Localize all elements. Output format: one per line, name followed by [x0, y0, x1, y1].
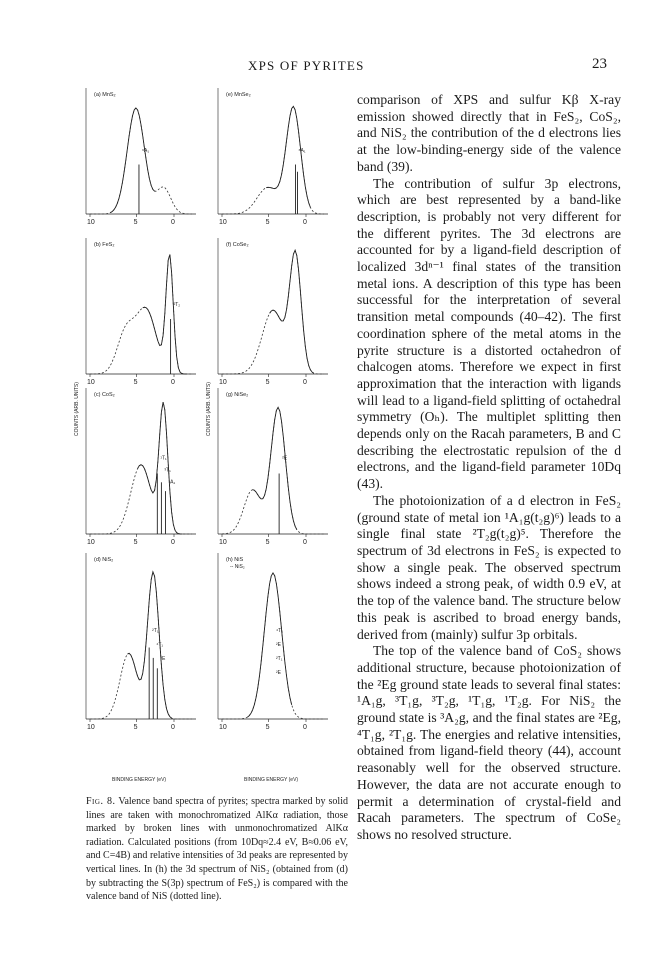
tick-label: 0 [303, 724, 307, 731]
tick-label: 5 [133, 379, 138, 386]
tick-label: 10 [219, 539, 227, 546]
tick-label: 10 [219, 219, 227, 226]
spectrum-panel-6 [218, 388, 328, 546]
figure-8-plots [72, 86, 342, 786]
panel-sublabel: -- NiS₂ [230, 564, 245, 570]
spectrum-curve [222, 250, 324, 374]
spectrum-curve-solid [270, 250, 314, 373]
spectrum-curve [222, 106, 324, 214]
tick-label: 5 [265, 724, 270, 731]
tick-label: 0 [171, 724, 175, 731]
panel-label: (d) NiS₂ [94, 557, 114, 563]
peak-label: ⁴T₁ [156, 642, 164, 649]
spectrum-curve-solid [248, 573, 292, 717]
spectrum-panel-4 [218, 238, 328, 386]
spectrum-curve-solid [138, 402, 182, 534]
peak-label: ³T₁ [164, 467, 171, 474]
spectrum-curve [90, 402, 192, 534]
y-axis-label: COUNTS (ARB. UNITS) [74, 382, 80, 436]
peak-label: ²T₂ [173, 301, 181, 308]
panel-label: (e) MnSe₂ [226, 92, 251, 98]
peak-label: ⁶A₁ [298, 148, 306, 154]
peak-label: ²E [160, 656, 166, 663]
peak-label: ¹A₁ [168, 479, 176, 486]
tick-label: 10 [87, 219, 95, 226]
spectrum-panel-1 [86, 88, 196, 226]
peak-label: ²E [282, 455, 288, 462]
tick-label: 0 [303, 539, 307, 546]
spectrum-curve [222, 573, 324, 719]
tick-label: 5 [133, 539, 138, 546]
figure-caption-label: Fig. 8. [86, 796, 116, 807]
tick-label: 5 [265, 219, 270, 226]
paragraph-3: The photoionization of a d electron in FeS₂ (ground state of metal ion ¹A₁g(t₂g)⁶) leads to a single final state ²T₂g(t₂g)⁵. Therefore the spectrum of 3d electrons in FeS₂ is expected to show a single peak. The observed spectrum shows indeed a strong peak, of width 0.9 eV, at the top of the valence band. The structure below this peak is ascribed to broad energy bands, derived from (mainly) sulfur 3p orbitals. [357, 492, 621, 642]
spectrum-panel-7 [86, 553, 196, 731]
panel-label: (g) NiSe₂ [226, 392, 249, 398]
panel-label: (c) CoS₂ [94, 392, 115, 398]
tick-label: 5 [133, 219, 138, 226]
tick-label: 5 [265, 539, 270, 546]
spectrum-curve [222, 407, 324, 534]
y-axis-label: COUNTS (ARB. UNITS) [206, 382, 212, 436]
tick-label: 0 [303, 379, 307, 386]
spectrum-curve-solid [266, 106, 310, 207]
page-number: 23 [592, 56, 607, 72]
tick-label: 10 [219, 724, 227, 731]
figure-8 [72, 86, 342, 786]
tick-label: 0 [171, 219, 175, 226]
panel-label: (b) FeS₂ [94, 242, 115, 248]
page-header [0, 58, 672, 78]
tick-label: 0 [303, 219, 307, 226]
tick-label: 10 [219, 379, 227, 386]
paragraph-2: The contribution of sulfur 3p electrons, which are best represented by a band-like description, is probably not very different for the different pyrites. The 3d electrons are accounted for by a ligand-field description of localized 3dⁿ⁻¹ final states of the transition metal ions. A description of this type has been successful for the interpretation of several transition metal compounds (40–42). The first coordination sphere of the metal atoms in the pyrite structure is a distorted octahedron of chalcogen atoms. Therefore we expect in first approximation that the interaction with ligands will lead to a ligand-field splitting of octahedral symmetry (Oₕ). The multiplet splitting then depends only on the Racah parameters, B and C describing the electrostatic repulsion of the d electrons, and the ligand-field parameter 10Dq (43). [357, 175, 621, 492]
tick-label: 10 [87, 539, 95, 546]
peak-label: ²E [276, 670, 281, 677]
peak-label: ⁴T₁ [276, 628, 283, 635]
peak-label: ²E [276, 642, 281, 649]
peak-label: ⁶A₁ [141, 148, 150, 154]
tick-label: 0 [171, 379, 175, 386]
running-title: XPS OF PYRITES [248, 58, 365, 73]
spectrum-curve-solid [143, 255, 187, 375]
panel-label: (f) CoSe₂ [226, 242, 249, 248]
spectrum-curve-solid [253, 407, 297, 529]
figure-caption-text: Valence band spectra of pyrites; spectra marked by solid lines are taken with monochromatized AlKα radiation, those marked by broken lines with unmonochromatized AlKα radiation. Calculated positions (from 10Dq≈2.4 eV, B≈0.06 eV, and C=4B) and relative intensities of 3d peaks are represented by vertical lines. In (h) the 3d spectrum of NiS₂ (obtained from (d) by subtracting the S(3p) spectrum of FeS₂) is compared with the valence band of NiS (dotted line). [86, 796, 348, 903]
spectrum-panel-5 [86, 388, 196, 546]
tick-label: 0 [171, 539, 175, 546]
panel-label: (a) MnS₂ [94, 92, 116, 98]
paragraph-4: The top of the valence band of CoS₂ shows additional structure, because photoionization of the ²Eg ground state leads to several final states: ¹A₁g, ³T₁g, ³T₂g, ¹T₁g, ¹T₂g. For NiS₂ the ground state is ³A₂g, and the final states are ²Eg, ⁴T₁g, ²T₁g. The energies and relative intensities, obtained from ligand-field theory (44), account reasonably well for the observed structure. However, the data are not accurate enough to permit a determination of crystal-field and Racah parameters. The spectrum of CoSe₂ shows no resolved structure. [357, 643, 621, 842]
spectrum-panel-3 [86, 238, 196, 386]
figure-caption [86, 795, 348, 904]
spectrum-panel-2 [218, 88, 328, 226]
tick-label: 5 [133, 724, 138, 731]
peak-label: ²T₁ [276, 656, 283, 663]
peak-label: ²T₁ [152, 628, 159, 635]
tick-label: 10 [87, 379, 95, 386]
panel-label: (h) NiS [226, 557, 244, 563]
spectrum-curve [90, 572, 192, 719]
spectrum-curve-solid [110, 108, 154, 213]
paragraph-1: comparison of XPS and sulfur Kβ X-ray emission showed directly that in FeS₂, CoS₂, and NiS₂ the contribution of the d electrons lies at the low-binding-energy side of the valence band (39). [357, 92, 621, 174]
x-axis-label: BINDING ENERGY (eV) [244, 777, 299, 783]
peak-label: ¹T₁ [160, 455, 167, 462]
spectrum-panel-8 [218, 553, 328, 731]
tick-label: 5 [265, 379, 270, 386]
body-column [357, 92, 621, 844]
x-axis-label: BINDING ENERGY (eV) [112, 777, 167, 783]
tick-label: 10 [87, 724, 95, 731]
